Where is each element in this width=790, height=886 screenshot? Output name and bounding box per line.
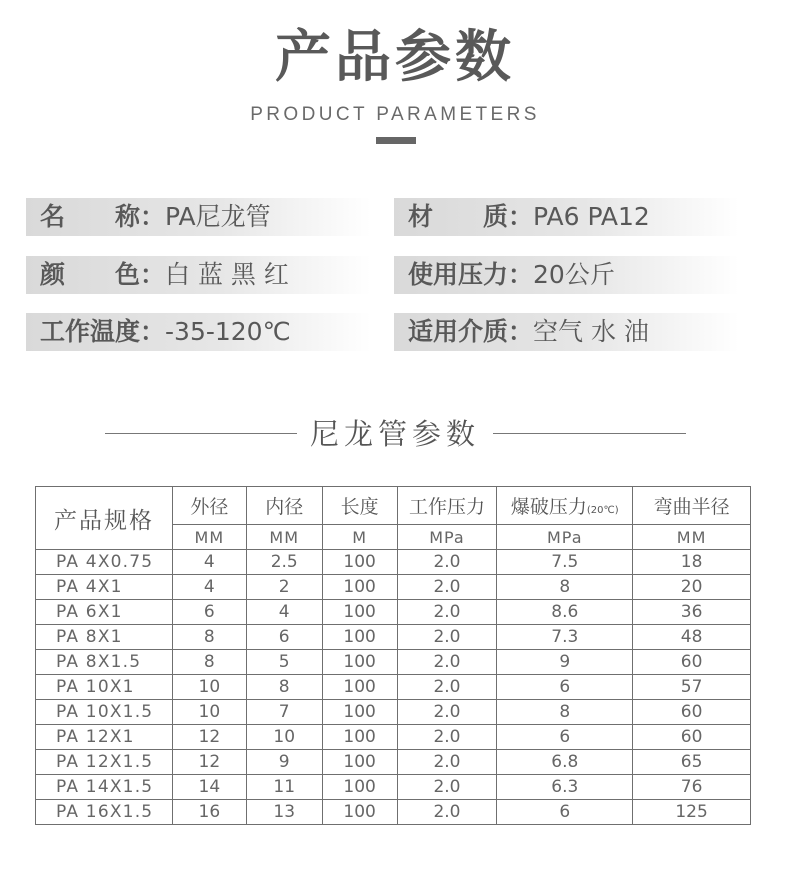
value-cell: 100: [322, 725, 397, 750]
value-cell: 12: [172, 750, 246, 775]
value-cell: 6: [246, 625, 322, 650]
value-cell: 2: [246, 575, 322, 600]
header-inner-diameter: 内径: [246, 487, 322, 525]
value-cell: 60: [633, 700, 751, 725]
value-cell: 16: [172, 800, 246, 825]
table-row: [36, 650, 751, 675]
table-row: [36, 725, 751, 750]
value-cell: 20: [633, 575, 751, 600]
value-cell: 2.0: [397, 550, 497, 575]
unit-cell: MM: [246, 525, 322, 550]
value-cell: 57: [633, 675, 751, 700]
value-cell: 2.0: [397, 750, 497, 775]
value-cell: 2.0: [397, 700, 497, 725]
spec-cell: PA 14X1.5: [36, 775, 173, 800]
value-cell: 10: [172, 700, 246, 725]
table-row: [36, 675, 751, 700]
value-cell: 100: [322, 575, 397, 600]
param-medium: [394, 313, 739, 351]
param-label: 材 质：: [408, 202, 534, 231]
unit-cell: MPa: [397, 525, 497, 550]
value-cell: 8: [497, 575, 633, 600]
value-cell: 6.3: [497, 775, 633, 800]
burst-note: (20℃): [586, 505, 619, 516]
value-cell: 7.5: [497, 550, 633, 575]
value-cell: 100: [322, 650, 397, 675]
value-cell: 100: [322, 625, 397, 650]
spec-cell: PA 12X1.5: [36, 750, 173, 775]
value-cell: 100: [322, 800, 397, 825]
param-label: 适用介质：: [408, 317, 534, 346]
value-cell: 8: [497, 700, 633, 725]
param-value: 20公斤: [533, 260, 615, 289]
value-cell: 9: [246, 750, 322, 775]
spec-cell: PA 8X1: [36, 625, 173, 650]
param-pressure: [394, 256, 739, 294]
value-cell: 7.3: [497, 625, 633, 650]
unit-cell: M: [322, 525, 397, 550]
value-cell: 65: [633, 750, 751, 775]
value-cell: 5: [246, 650, 322, 675]
table-row: [36, 775, 751, 800]
param-value: 空气 水 油: [533, 317, 649, 346]
value-cell: 8: [172, 625, 246, 650]
value-cell: 60: [633, 725, 751, 750]
value-cell: 11: [246, 775, 322, 800]
spec-cell: PA 10X1: [36, 675, 173, 700]
value-cell: 13: [246, 800, 322, 825]
table-row: [36, 700, 751, 725]
value-cell: 48: [633, 625, 751, 650]
param-name: [26, 198, 371, 236]
value-cell: 18: [633, 550, 751, 575]
spec-cell: PA 12X1: [36, 725, 173, 750]
value-cell: 2.0: [397, 725, 497, 750]
spec-cell: PA 16X1.5: [36, 800, 173, 825]
page-title: 产品参数: [275, 25, 515, 90]
spec-table-body: [36, 550, 751, 825]
value-cell: 2.0: [397, 600, 497, 625]
value-cell: 12: [172, 725, 246, 750]
value-cell: 2.0: [397, 675, 497, 700]
header-length: 长度: [322, 487, 397, 525]
value-cell: 125: [633, 800, 751, 825]
table-row: [36, 750, 751, 775]
value-cell: 8: [246, 675, 322, 700]
param-label: 工作温度：: [40, 317, 166, 346]
param-label: 名 称：: [40, 202, 166, 231]
value-cell: 4: [172, 575, 246, 600]
param-value: -35-120℃: [165, 317, 291, 346]
param-value: PA6 PA12: [533, 202, 650, 231]
value-cell: 100: [322, 700, 397, 725]
value-cell: 100: [322, 775, 397, 800]
value-cell: 10: [246, 725, 322, 750]
value-cell: 76: [633, 775, 751, 800]
header-working-pressure: 工作压力: [397, 487, 497, 525]
value-cell: 14: [172, 775, 246, 800]
param-label: 使用压力：: [408, 260, 534, 289]
table-row: [36, 550, 751, 575]
spec-cell: PA 6X1: [36, 600, 173, 625]
value-cell: 6.8: [497, 750, 633, 775]
value-cell: 9: [497, 650, 633, 675]
value-cell: 8.6: [497, 600, 633, 625]
value-cell: 2.5: [246, 550, 322, 575]
value-cell: 2.0: [397, 800, 497, 825]
table-row: [36, 575, 751, 600]
section-divider-left: [105, 433, 297, 434]
value-cell: 100: [322, 600, 397, 625]
header-spec: 产品规格: [36, 487, 173, 550]
value-cell: 2.0: [397, 775, 497, 800]
header-bend-radius: 弯曲半径: [633, 487, 751, 525]
param-color: [26, 256, 371, 294]
unit-cell: MM: [633, 525, 751, 550]
value-cell: 100: [322, 750, 397, 775]
param-value: PA尼龙管: [165, 202, 271, 231]
value-cell: 6: [497, 725, 633, 750]
value-cell: 6: [497, 675, 633, 700]
param-value: 白 蓝 黑 红: [165, 260, 289, 289]
param-label: 颜 色：: [40, 260, 166, 289]
value-cell: 7: [246, 700, 322, 725]
unit-cell: MPa: [497, 525, 633, 550]
value-cell: 60: [633, 650, 751, 675]
value-cell: 4: [246, 600, 322, 625]
spec-cell: PA 4X1: [36, 575, 173, 600]
title-underline-bar: [376, 137, 416, 144]
unit-cell: MM: [172, 525, 246, 550]
value-cell: 100: [322, 675, 397, 700]
section-divider-right: [493, 433, 686, 434]
value-cell: 6: [172, 600, 246, 625]
page-subtitle: PRODUCT PARAMETERS: [250, 104, 540, 125]
value-cell: 2.0: [397, 650, 497, 675]
value-cell: 6: [497, 800, 633, 825]
value-cell: 2.0: [397, 575, 497, 600]
param-temperature: [26, 313, 371, 351]
value-cell: 10: [172, 675, 246, 700]
value-cell: 36: [633, 600, 751, 625]
table-row: [36, 600, 751, 625]
spec-cell: PA 10X1.5: [36, 700, 173, 725]
header-burst-pressure: [497, 487, 633, 525]
burst-label: 爆破压力: [510, 496, 587, 518]
table-row: [36, 800, 751, 825]
value-cell: 2.0: [397, 625, 497, 650]
value-cell: 8: [172, 650, 246, 675]
spec-table: [35, 486, 751, 825]
value-cell: 100: [322, 550, 397, 575]
table-row: [36, 625, 751, 650]
value-cell: 4: [172, 550, 246, 575]
param-material: [394, 198, 739, 236]
header-outer-diameter: 外径: [172, 487, 246, 525]
section-title: 尼龙管参数: [309, 417, 480, 451]
spec-cell: PA 4X0.75: [36, 550, 173, 575]
spec-cell: PA 8X1.5: [36, 650, 173, 675]
